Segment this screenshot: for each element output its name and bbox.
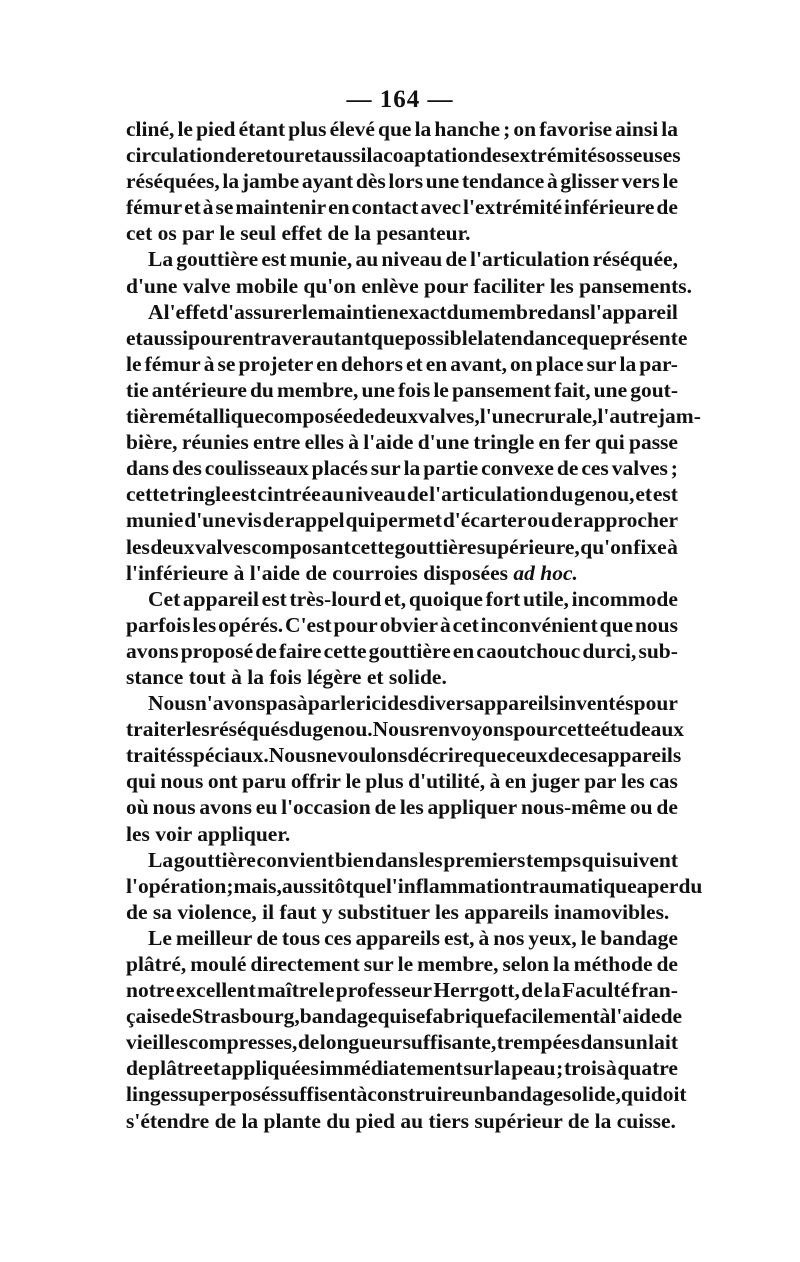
text-line: cet os par le seul effet de la pesanteur. — [126, 221, 471, 246]
text-line: munie d'une vis de rappel qui permet d'écarter ou de rapprocher — [126, 508, 678, 533]
text-line: où nous avons eu l'occasion de les appliquer nous-même ou de — [126, 795, 678, 820]
text-line: linges superposés suffisent à construire un bandage solide, qui doit — [126, 1082, 687, 1107]
text-line: La gouttière convient bien dans les premiers temps qui suivent — [148, 847, 678, 872]
paragraph — [126, 246, 692, 298]
paragraph — [126, 299, 701, 586]
text-line: traités spéciaux. Nous ne voulons décrire que ceux de ces appareils — [126, 743, 682, 768]
text-line: circulation de retour et aussi la coaptation des extrémités osseuses — [126, 143, 681, 168]
text-line: d'une valve mobile qu'on enlève pour faciliter les pansements. — [126, 273, 692, 298]
paragraph — [126, 847, 703, 925]
text-line: s'étendre de la plante du pied au tiers supérieur de la cuisse. — [126, 1108, 676, 1133]
paragraph — [126, 586, 678, 690]
paragraph — [126, 925, 687, 1134]
text-line: traiter les réséqués du genou. Nous renvoyons pour cette étude aux — [126, 717, 685, 742]
text-line: l'inférieure à l'aide de courroies disposées ad hoc. — [126, 560, 578, 585]
text-line: Cet appareil est très-lourd et, quoique fort utile, incommode — [148, 586, 678, 611]
text-line: La gouttière est munie, au niveau de l'articulation réséquée, — [148, 247, 678, 272]
text-line: tie antérieure du membre, une fois le pansement fait, une gout- — [126, 377, 678, 402]
text-line: Le meilleur de tous ces appareils est, à nos yeux, le bandage — [148, 925, 678, 950]
text-line: tière métallique composée de deux valves, l'une crurale, l'autre jam- — [126, 404, 701, 429]
text-line: réséquées, la jambe ayant dès lors une tendance à glisser vers le — [126, 169, 678, 194]
text-line: Nous n'avons pas à parler ici des divers appareils inventés pour — [148, 691, 678, 716]
text-line: cette tringle est cintrée au niveau de l'articulation du genou, et est — [126, 482, 678, 507]
text-line: vieilles compresses, de longueur suffisante, trempées dans un lait — [126, 1030, 678, 1055]
page-number: — 164 — — [346, 86, 454, 113]
text-line: cliné, le pied étant plus élevé que la hanche ; on favorise ainsi la — [126, 117, 678, 141]
text-line: dans des coulisseaux placés sur la partie convexe de ces valves ; — [126, 456, 678, 481]
paragraph — [126, 690, 685, 847]
text-line: A l'effet d'assurer le maintien exact du membre dans l'appareil — [148, 299, 678, 324]
text-line: les deux valves composant cette gouttière supérieure, qu'on fixe à — [126, 534, 678, 559]
text-line: çaise de Strasbourg, bandage qui se fabrique facilement à l'aide de — [126, 1004, 683, 1029]
text-line: de sa violence, il faut y substituer les appareils inamovibles. — [126, 899, 670, 924]
text-line: parfois les opérés. C'est pour obvier à cet inconvénient que nous — [126, 612, 678, 637]
body-text — [126, 116, 703, 1134]
text-line: et aussi pour entraver autant que possible la tendance que présente — [126, 325, 688, 350]
text-line: notre excellent maître le professeur Herrgott, de la Faculté fran- — [126, 978, 678, 1003]
text-line: bière, réunies entre elles à l'aide d'une tringle en fer qui passe — [126, 430, 678, 455]
text-line: avons proposé de faire cette gouttière en caoutchouc durci, sub- — [126, 638, 678, 663]
text-line: plâtré, moulé directement sur le membre, selon la méthode de — [126, 952, 678, 976]
text-line: qui nous ont paru offrir le plus d'utilité, à en juger par les cas — [126, 769, 678, 794]
text-line: fémur et à se maintenir en contact avec l'extrémité inférieure de — [126, 195, 678, 220]
text-line: le fémur à se projeter en dehors et en avant, on place sur la par- — [126, 351, 678, 376]
text-line: de plâtre et appliquées immédiatement sur la peau ; trois à quatre — [126, 1056, 678, 1081]
text-line: l'opération; mais, aussitôt que l'inflammation traumatique a perdu — [126, 873, 703, 898]
text-line: stance tout à la fois légère et solide. — [126, 664, 447, 689]
paragraph — [126, 116, 681, 246]
italic-phrase: ad hoc. — [508, 560, 578, 585]
text-line: les voir appliquer. — [126, 821, 291, 846]
